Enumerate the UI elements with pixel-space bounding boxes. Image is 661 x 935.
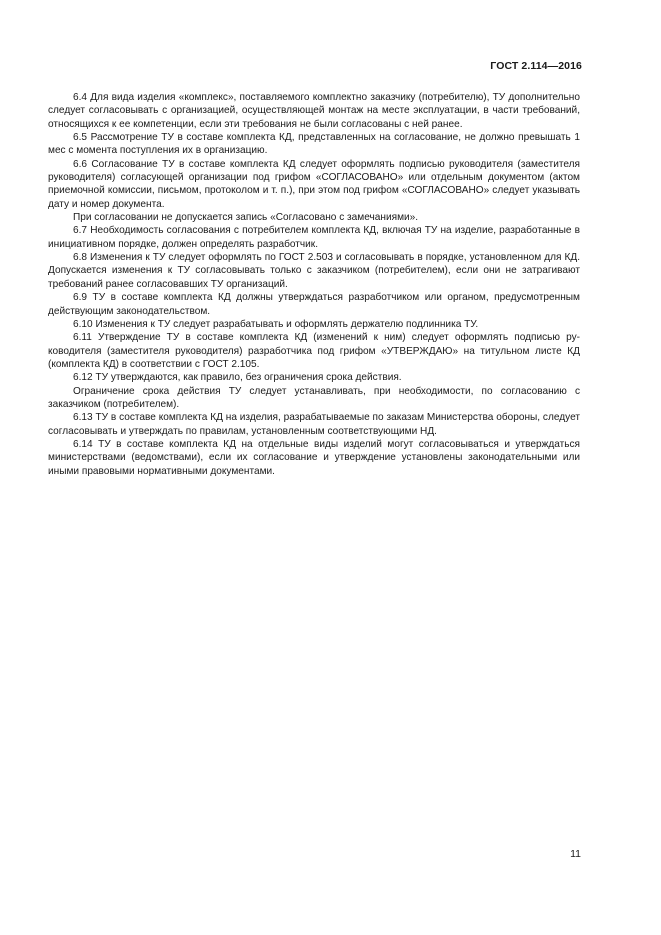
- paragraph-6-10: 6.10 Изменения к ТУ следует разрабатывать и оформлять держателю подлинника ТУ.: [73, 318, 479, 330]
- page-number: 11: [570, 848, 581, 860]
- paragraph-6-5: 6.5 Рассмотрение ТУ в составе комплекта КД, представленных на согласование, не должно превышать 1 мес с момента поступления их в организацию.: [48, 132, 580, 157]
- paragraph-6-6-note: При согласовании не допускается запись «Согласовано с замечаниями».: [73, 212, 419, 224]
- paragraph-6-11: 6.11 Утверждение ТУ в составе комплекта КД (изменений к ним) следует оформлять подписью руководителя (заместителя руководителя) разработчика под грифом «УТВЕРЖДАЮ» на титульном листе КД (комплекта КД) в соответствии с ГОСТ 2.105.: [48, 332, 580, 370]
- document-header: ГОСТ 2.114—2016: [490, 60, 582, 72]
- paragraph-6-4: 6.4 Для вида изделия «комплекс», поставляемого комплектно заказчику (потребителю), ТУ дополнительно следует согласовывать с организацией, осуществляющей монтаж на месте эксплуатации, в части требований, относящихся к ее компетенции, если эти требования не были согласованы с ней ранее.: [48, 92, 580, 130]
- paragraph-6-13: 6.13 ТУ в составе комплекта КД на изделия, разрабатываемые по заказам Министерства обороны, следует согласовывать и утверждать по правилам, установленным соответствующими НД.: [48, 412, 580, 437]
- paragraph-6-14: 6.14 ТУ в составе комплекта КД на отдельные виды изделий могут согласовываться и утверждаться министерствами (ведомствами), если их согласование и утверждение установлены законодательными или иными правовыми нормативными документами.: [48, 438, 580, 477]
- paragraph-6-8: 6.8 Изменения к ТУ следует оформлять по ГОСТ 2.503 и согласовывать в порядке, установленном для КД. Допускается изменения к ТУ согласовывать только с заказчиком (потребителем), если они не затрагивают требований ранее согласовавших ТУ организаций.: [48, 252, 580, 290]
- paragraph-6-12: 6.12 ТУ утверждаются, как правило, без ограничения срока действия.: [73, 372, 402, 384]
- document-body: [48, 91, 580, 478]
- paragraph-6-9: 6.9 ТУ в составе комплекта КД должны утверждаться разработчиком или органом, предусмотренным действующим законодательством.: [48, 292, 580, 317]
- paragraph-6-6: 6.6 Согласование ТУ в составе комплекта КД следует оформлять подписью руководителя (заместителя руководителя) согласующей организации под грифом «СОГЛАСОВАНО» или отдельным документом (актом приемочной комиссии, письмом, протоколом и т. п.), при этом под грифом «СОГЛАСОВАНО» следует указывать дату и номер документа.: [48, 158, 580, 210]
- paragraph-6-12-note: Ограничение срока действия ТУ следует устанавливать, при необходимости, по согласованию с заказчиком (потребителем).: [48, 385, 580, 410]
- paragraph-6-7: 6.7 Необходимость согласования с потребителем комплекта КД, включая ТУ на изделие, разработанные в инициативном порядке, должен определять разработчик.: [48, 225, 580, 250]
